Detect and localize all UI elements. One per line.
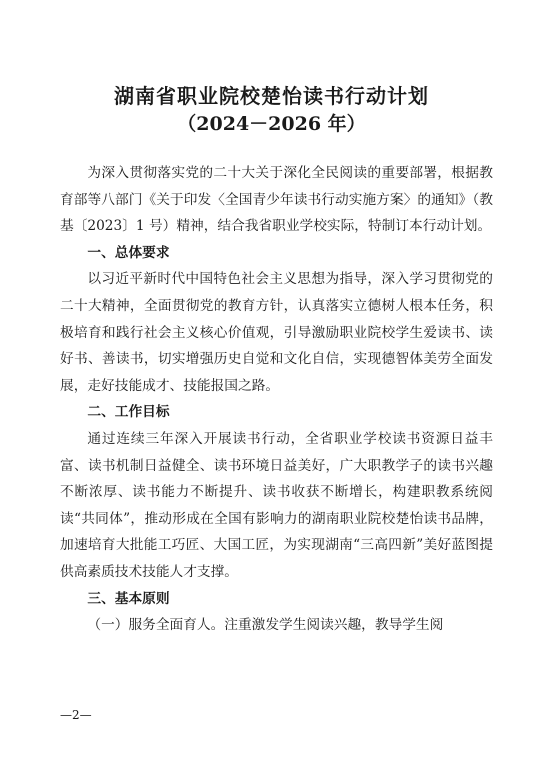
section-paragraph: （一）服务全面育人。注重激发学生阅读兴趣，教导学生阅 — [87, 617, 444, 634]
section-heading: 一、总体要求 — [87, 244, 170, 261]
section-paragraph: 通过连续三年深入开展读书行动，全省职业学校读书资源日益丰富、读书机制日益健全、读书环境日益美好，广大职教学子的读书兴趣不断浓厚、读书能力不断提升、读书收获不断增长，构建职教系统阅读“共同体”，推动形成在全国有影响力的湖南职业院校楚怡读书品牌，加速培育大批能工巧匠、大国工匠，为实现湖南“三高四新”美好蓝图提供高素质技术技能人才支撑。 — [60, 430, 493, 580]
intro-paragraph: 为深入贯彻落实党的二十大关于深化全民阅读的重要部署，根据教育部等八部门《关于印发〈全国青少年读书行动实施方案〉的通知》（教基〔2023〕1 号）精神，结合我省职业学校实际，特制订本行动计划。 — [60, 165, 493, 235]
section-heading: 二、工作目标 — [87, 404, 170, 421]
page-number: —2— — [60, 708, 92, 722]
document-subtitle: （2024－2026 年） — [177, 113, 366, 135]
section-heading: 三、基本原则 — [87, 590, 170, 607]
section-paragraph: 以习近平新时代中国特色社会主义思想为指导，深入学习贯彻党的二十大精神，全面贯彻党的教育方针，认真落实立德树人根本任务，积极培育和践行社会主义核心价值观，引导激励职业院校学生爱读书、读好书、善读书，切实增强历史自觉和文化自信，实现德智体美劳全面发展，走好技能成才、技能报国之路。 — [60, 271, 493, 394]
document-title: 湖南省职业院校楚怡读书行动计划 — [114, 84, 429, 108]
document-body — [60, 160, 493, 639]
